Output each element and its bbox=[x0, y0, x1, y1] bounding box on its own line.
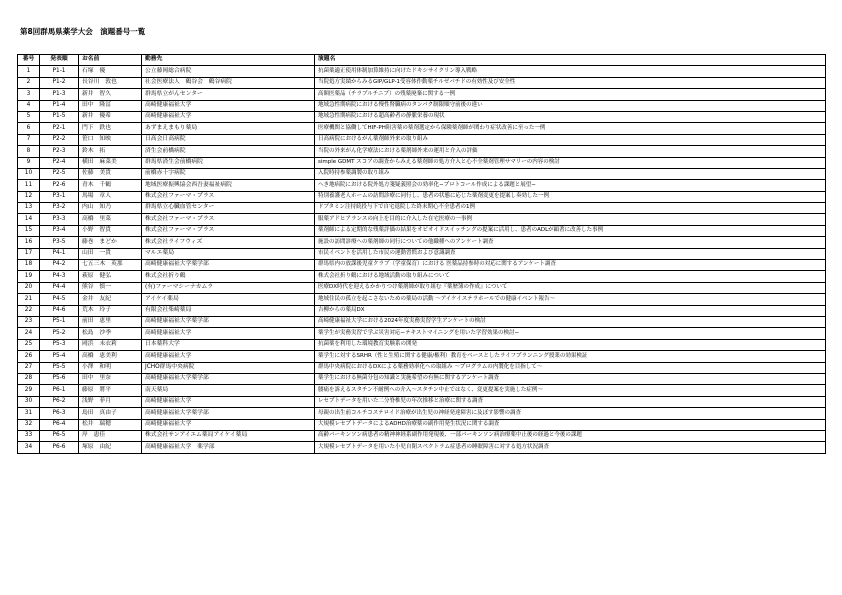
cell-order: P5-5 bbox=[40, 362, 79, 373]
table-row bbox=[18, 442, 826, 453]
cell-affiliation: 高崎健康福祉大学 bbox=[142, 100, 315, 111]
cell-title: 市民イベントを活用した市民の運動習慣および意識調査 bbox=[315, 248, 826, 259]
cell-number: 22 bbox=[18, 305, 40, 316]
cell-affiliation: 前橋赤十字病院 bbox=[142, 168, 315, 179]
cell-number: 5 bbox=[18, 111, 40, 122]
cell-title: 施設の訪問診療への薬剤師の同行についての他職種へのアンケート調査 bbox=[315, 237, 826, 248]
cell-number: 24 bbox=[18, 328, 40, 339]
cell-title: 日高病院におけるがん薬剤師外来の取り組み bbox=[315, 134, 826, 145]
table-row bbox=[18, 214, 826, 225]
cell-affiliation: 株式会社ファーマ・プラス bbox=[142, 225, 315, 236]
cell-affiliation: あずまえまもり薬局 bbox=[142, 123, 315, 134]
cell-name: 新井 智久 bbox=[79, 89, 142, 100]
cell-order: P4-4 bbox=[40, 282, 79, 293]
cell-affiliation: JCHO群馬中央病院 bbox=[142, 362, 315, 373]
cell-affiliation: 高崎健康福祉大学薬学部 bbox=[142, 316, 315, 327]
cell-name: 高橋 恵美利 bbox=[79, 351, 142, 362]
table-row bbox=[18, 362, 826, 373]
cell-name: 佐藤 美貴 bbox=[79, 168, 142, 179]
cell-affiliation: 高崎健康福祉大学 bbox=[142, 328, 315, 339]
cell-title: 特別養護老人ホームの訪問診療に同行し、患者の状態に応じた薬剤変更を提案し奏効した一例 bbox=[315, 191, 826, 202]
cell-number: 1 bbox=[18, 66, 40, 77]
cell-name: 岸 恵佳 bbox=[79, 430, 142, 441]
cell-order: P4-1 bbox=[40, 248, 79, 259]
cell-order: P2-1 bbox=[40, 123, 79, 134]
table-row bbox=[18, 328, 826, 339]
cell-name: 前田 恵里 bbox=[79, 316, 142, 327]
cell-title: 地域急性期病院における超高齢者の静脈栄養の現状 bbox=[315, 111, 826, 122]
table-row bbox=[18, 260, 826, 271]
cell-affiliation: アイケイ薬局 bbox=[142, 294, 315, 305]
cell-order: P1-2 bbox=[40, 77, 79, 88]
table-row bbox=[18, 408, 826, 419]
cell-title: 当院の外来がん化学療法における薬剤師外来の運用と介入の評価 bbox=[315, 146, 826, 157]
header-title: 演題名 bbox=[315, 55, 826, 66]
cell-title: 群馬県内の放課後児童クラブ（学童保育）における 医薬品持参時の対応に関するアンケート調査 bbox=[315, 260, 826, 271]
cell-title: 大規模レセプトデータによるADHD治療薬の副作用発生状況に関する調査 bbox=[315, 419, 826, 430]
cell-number: 25 bbox=[18, 339, 40, 350]
cell-order: P6-6 bbox=[40, 442, 79, 453]
cell-affiliation: 高崎健康福祉大学 bbox=[142, 111, 315, 122]
table-row bbox=[18, 339, 826, 350]
cell-affiliation: マルエ薬局 bbox=[142, 248, 315, 259]
cell-affiliation: 高崎健康福祉大学 bbox=[142, 351, 315, 362]
cell-number: 28 bbox=[18, 373, 40, 384]
cell-affiliation: 群馬県立心臓血管センター bbox=[142, 203, 315, 214]
cell-number: 9 bbox=[18, 157, 40, 168]
cell-title: 抗菌薬を利用した環境教育実験系の開発 bbox=[315, 339, 826, 350]
cell-name: 松井 瑞穂 bbox=[79, 419, 142, 430]
cell-title: へき地病院における院外処方箋疑義照会の効率化−プロトコール作成による課題と展望− bbox=[315, 180, 826, 191]
table-row bbox=[18, 180, 826, 191]
table-row bbox=[18, 123, 826, 134]
cell-number: 26 bbox=[18, 351, 40, 362]
table-row bbox=[18, 248, 826, 259]
cell-order: P2-4 bbox=[40, 157, 79, 168]
cell-name: 藤巻 まどか bbox=[79, 237, 142, 248]
cell-order: P6-2 bbox=[40, 396, 79, 407]
cell-title: ドブタミン注持続投与下で自宅退院した終末期心不全患者の1例 bbox=[315, 203, 826, 214]
table-row bbox=[18, 225, 826, 236]
cell-title: 高崎健康福祉大学における2024年度実務実習学生アンケートの検討 bbox=[315, 316, 826, 327]
cell-title: 高齢パーキンソン病患者の精神神経系副作用発現後、一部パーキンソン病治療薬中止後の経過と今後の課題 bbox=[315, 430, 826, 441]
table-row bbox=[18, 134, 826, 145]
cell-number: 16 bbox=[18, 237, 40, 248]
cell-affiliation: 高崎健康福祉大学薬学部 bbox=[142, 408, 315, 419]
cell-name: 荒木 玲子 bbox=[79, 305, 142, 316]
cell-number: 7 bbox=[18, 134, 40, 145]
table-row bbox=[18, 66, 826, 77]
table-row bbox=[18, 89, 826, 100]
cell-affiliation: 高崎健康福祉大学 bbox=[142, 419, 315, 430]
cell-title: 吉柳からの薬局DX bbox=[315, 305, 826, 316]
cell-order: P3-4 bbox=[40, 225, 79, 236]
cell-number: 27 bbox=[18, 362, 40, 373]
cell-title: 薬学生が実務実習で学ぶ災害対応−テキストマイニングを用いた学習効果の検討− bbox=[315, 328, 826, 339]
cell-affiliation: 社会医療法人 鶴谷会 鶴谷病院 bbox=[142, 77, 315, 88]
cell-name: 浅野 菲月 bbox=[79, 396, 142, 407]
table-row bbox=[18, 351, 826, 362]
table-row bbox=[18, 373, 826, 384]
table-row bbox=[18, 100, 826, 111]
cell-number: 19 bbox=[18, 271, 40, 282]
cell-order: P5-1 bbox=[40, 316, 79, 327]
cell-title: 当院処方実績からみるGIP/GLP-1受容体作動薬チルゼパチドの有効性及び安全性 bbox=[315, 77, 826, 88]
cell-title: 薬学生に対するSRHR（性と生殖に関する健康/権利）教育をベースとしたライフプランニング授業の効果検証 bbox=[315, 351, 826, 362]
header-affiliation: 勤務先 bbox=[142, 55, 315, 66]
cell-order: P6-4 bbox=[40, 419, 79, 430]
cell-number: 18 bbox=[18, 260, 40, 271]
cell-title: 大規模レセプトデータを用いた小児自閉スペクトラム症患者の睡眠障害に対する処方状況調査 bbox=[315, 442, 826, 453]
cell-affiliation: (有)ファーマシーナカムラ bbox=[142, 282, 315, 293]
cell-number: 3 bbox=[18, 89, 40, 100]
cell-number: 12 bbox=[18, 191, 40, 202]
cell-name: 鈴木 拓 bbox=[79, 146, 142, 157]
cell-affiliation: 高崎健康福祉大学薬学部 bbox=[142, 373, 315, 384]
cell-title: 地域住民の孤立を起こさないための薬局の活動 〜アイケイステラホールでの健康イベント報告〜 bbox=[315, 294, 826, 305]
cell-title: 高額医薬品（チラブルチニブ）の残薬廃棄に関する一例 bbox=[315, 89, 826, 100]
cell-affiliation: 株式会社ライフウィズ bbox=[142, 237, 315, 248]
cell-name: 青木 千鶴 bbox=[79, 180, 142, 191]
cell-name: 七五三木 英那 bbox=[79, 260, 142, 271]
header-name: お名前 bbox=[79, 55, 142, 66]
cell-name: 松島 沙季 bbox=[79, 328, 142, 339]
cell-order: P2-2 bbox=[40, 134, 79, 145]
cell-name: 小野 智貴 bbox=[79, 225, 142, 236]
cell-number: 17 bbox=[18, 248, 40, 259]
cell-name: 塚原 由紀 bbox=[79, 442, 142, 453]
cell-number: 4 bbox=[18, 100, 40, 111]
cell-title: 入院時持参薬調製の取り組み bbox=[315, 168, 826, 179]
table-row bbox=[18, 168, 826, 179]
cell-number: 10 bbox=[18, 168, 40, 179]
cell-name: 横田 麻菜美 bbox=[79, 157, 142, 168]
table-row bbox=[18, 282, 826, 293]
cell-order: P4-3 bbox=[40, 271, 79, 282]
table-row bbox=[18, 305, 826, 316]
cell-order: P6-3 bbox=[40, 408, 79, 419]
cell-number: 20 bbox=[18, 282, 40, 293]
cell-order: P4-5 bbox=[40, 294, 79, 305]
cell-order: P2-3 bbox=[40, 146, 79, 157]
cell-order: P1-3 bbox=[40, 89, 79, 100]
cell-title: 薬剤師による定期的な残薬評価の結果をオピオイドスイッチングの提案に活用し、患者のADLが顕著に改善した事例 bbox=[315, 225, 826, 236]
cell-name: 門下 鉄也 bbox=[79, 123, 142, 134]
cell-order: P4-6 bbox=[40, 305, 79, 316]
document-title: 第8回群馬県薬学大会 演題番号一覧 bbox=[20, 27, 146, 36]
table-row bbox=[18, 157, 826, 168]
cell-order: P5-6 bbox=[40, 373, 79, 384]
cell-name: 新井 優希 bbox=[79, 111, 142, 122]
cell-number: 8 bbox=[18, 146, 40, 157]
cell-title: 地域急性期病院における慢性腎臓病のタンパク制限順守前後の違い bbox=[315, 100, 826, 111]
cell-title: 薬学生における無菌分包の知識と実施希望の有無に関するアンケート調査 bbox=[315, 373, 826, 384]
cell-name: 高橋 里菜 bbox=[79, 214, 142, 225]
cell-number: 2 bbox=[18, 77, 40, 88]
abstract-table bbox=[17, 54, 826, 454]
cell-name: 藤原 將平 bbox=[79, 385, 142, 396]
cell-number: 33 bbox=[18, 430, 40, 441]
cell-affiliation: 株式会社折り鶴 bbox=[142, 271, 315, 282]
cell-order: P3-1 bbox=[40, 191, 79, 202]
cell-affiliation: 南天薬局 bbox=[142, 385, 315, 396]
cell-number: 34 bbox=[18, 442, 40, 453]
cell-order: P5-3 bbox=[40, 339, 79, 350]
table-row bbox=[18, 419, 826, 430]
cell-name: 萩原 健弘 bbox=[79, 271, 142, 282]
cell-title: 医療DX時代を迎えるかかりつけ薬剤師が取り組む『薬歴簿の作成』について bbox=[315, 282, 826, 293]
cell-order: P4-2 bbox=[40, 260, 79, 271]
cell-name: 田中 隆冨 bbox=[79, 100, 142, 111]
table-row bbox=[18, 77, 826, 88]
cell-affiliation: 有限会社柴崎薬局 bbox=[142, 305, 315, 316]
cell-name: 馬場 章人 bbox=[79, 191, 142, 202]
cell-name: 島田 真由子 bbox=[79, 408, 142, 419]
cell-order: P5-2 bbox=[40, 328, 79, 339]
cell-affiliation: 済生会前橋病院 bbox=[142, 146, 315, 157]
cell-order: P3-3 bbox=[40, 214, 79, 225]
cell-affiliation: 群馬県立がんセンター bbox=[142, 89, 315, 100]
cell-order: P1-5 bbox=[40, 111, 79, 122]
cell-order: P5-4 bbox=[40, 351, 79, 362]
cell-title: 医療機関と協働してHIF-PH阻害薬の薬剤選定から保険薬剤師が関わり症状改善に至った一例 bbox=[315, 123, 826, 134]
cell-order: P3-5 bbox=[40, 237, 79, 248]
header-order: 発表順 bbox=[40, 55, 79, 66]
cell-affiliation: 地域医療振興協会西吾妻福祉病院 bbox=[142, 180, 315, 191]
cell-title: 群馬中央病院におけるDXによる薬務効率化への取組み 〜プログラムの内製化を目指して〜 bbox=[315, 362, 826, 373]
cell-name: 小澤 和明 bbox=[79, 362, 142, 373]
cell-number: 31 bbox=[18, 408, 40, 419]
cell-name: 笹口 知映 bbox=[79, 134, 142, 145]
cell-number: 11 bbox=[18, 180, 40, 191]
cell-order: P1-1 bbox=[40, 66, 79, 77]
cell-name: 石塚 優 bbox=[79, 66, 142, 77]
cell-name: 田中 里奈 bbox=[79, 373, 142, 384]
table-row bbox=[18, 237, 826, 248]
cell-number: 13 bbox=[18, 203, 40, 214]
cell-affiliation: 日本薬科大学 bbox=[142, 339, 315, 350]
cell-number: 21 bbox=[18, 294, 40, 305]
table-row bbox=[18, 191, 826, 202]
cell-title: 株式会社折り鶴における地域活動の取り組みについて bbox=[315, 271, 826, 282]
cell-order: P3-2 bbox=[40, 203, 79, 214]
cell-affiliation: 株式会社ファーマ・プラス bbox=[142, 191, 315, 202]
cell-title: 母親の出生前コルチコステロイド治療が出生児の神経発達障害に及ぼす影響の調査 bbox=[315, 408, 826, 419]
cell-affiliation: 高崎健康福祉大学薬学部 bbox=[142, 260, 315, 271]
cell-name: 内山 知乃 bbox=[79, 203, 142, 214]
header-number: 番号 bbox=[18, 55, 40, 66]
cell-affiliation: 高崎健康福祉大学 bbox=[142, 396, 315, 407]
cell-affiliation: 高崎健康福祉大学 薬学部 bbox=[142, 442, 315, 453]
cell-name: 熊谷 慎一 bbox=[79, 282, 142, 293]
table-row bbox=[18, 385, 826, 396]
cell-number: 6 bbox=[18, 123, 40, 134]
table-row bbox=[18, 294, 826, 305]
cell-affiliation: 株式会社サンアイエム薬局アイケイ薬局 bbox=[142, 430, 315, 441]
cell-order: P1-4 bbox=[40, 100, 79, 111]
cell-title: 腰痛を訴えるスタチン不耐例への介入〜スタチン中止ではなく、変更提案を実施した症例〜 bbox=[315, 385, 826, 396]
table-row bbox=[18, 271, 826, 282]
cell-order: P2-6 bbox=[40, 180, 79, 191]
cell-number: 14 bbox=[18, 214, 40, 225]
cell-affiliation: 株式会社ファーマ・プラス bbox=[142, 214, 315, 225]
table-row bbox=[18, 146, 826, 157]
table-row bbox=[18, 316, 826, 327]
cell-name: 岡浜 未衣莉 bbox=[79, 339, 142, 350]
cell-title: simple GDMT スコアの調査からみえる薬剤師の処方介入と心不全薬剤管理サマリーの内容の検討 bbox=[315, 157, 826, 168]
cell-name: 金井 友紀 bbox=[79, 294, 142, 305]
cell-number: 29 bbox=[18, 385, 40, 396]
table-row bbox=[18, 430, 826, 441]
cell-number: 23 bbox=[18, 316, 40, 327]
cell-number: 15 bbox=[18, 225, 40, 236]
cell-name: 山田 一貴 bbox=[79, 248, 142, 259]
table-row bbox=[18, 203, 826, 214]
cell-affiliation: 群馬県済生会前橋病院 bbox=[142, 157, 315, 168]
table-row bbox=[18, 396, 826, 407]
table-header-row bbox=[18, 55, 826, 66]
cell-affiliation: 日高会日高病院 bbox=[142, 134, 315, 145]
cell-title: レセプトデータを用いた二分脊椎児の年次推移と治療に関する調査 bbox=[315, 396, 826, 407]
cell-name: 長谷川 敦也 bbox=[79, 77, 142, 88]
cell-title: 抗菌薬適正使用体制加算維持に向けたドキシサイクリン導入戦略 bbox=[315, 66, 826, 77]
table-row bbox=[18, 111, 826, 122]
cell-order: P6-1 bbox=[40, 385, 79, 396]
cell-number: 30 bbox=[18, 396, 40, 407]
cell-order: P2-5 bbox=[40, 168, 79, 179]
cell-affiliation: 公立藤岡総合病院 bbox=[142, 66, 315, 77]
cell-title: 服薬アドヒアランスの向上を目的に介入した在宅医療の一事例 bbox=[315, 214, 826, 225]
cell-number: 32 bbox=[18, 419, 40, 430]
cell-order: P6-5 bbox=[40, 430, 79, 441]
